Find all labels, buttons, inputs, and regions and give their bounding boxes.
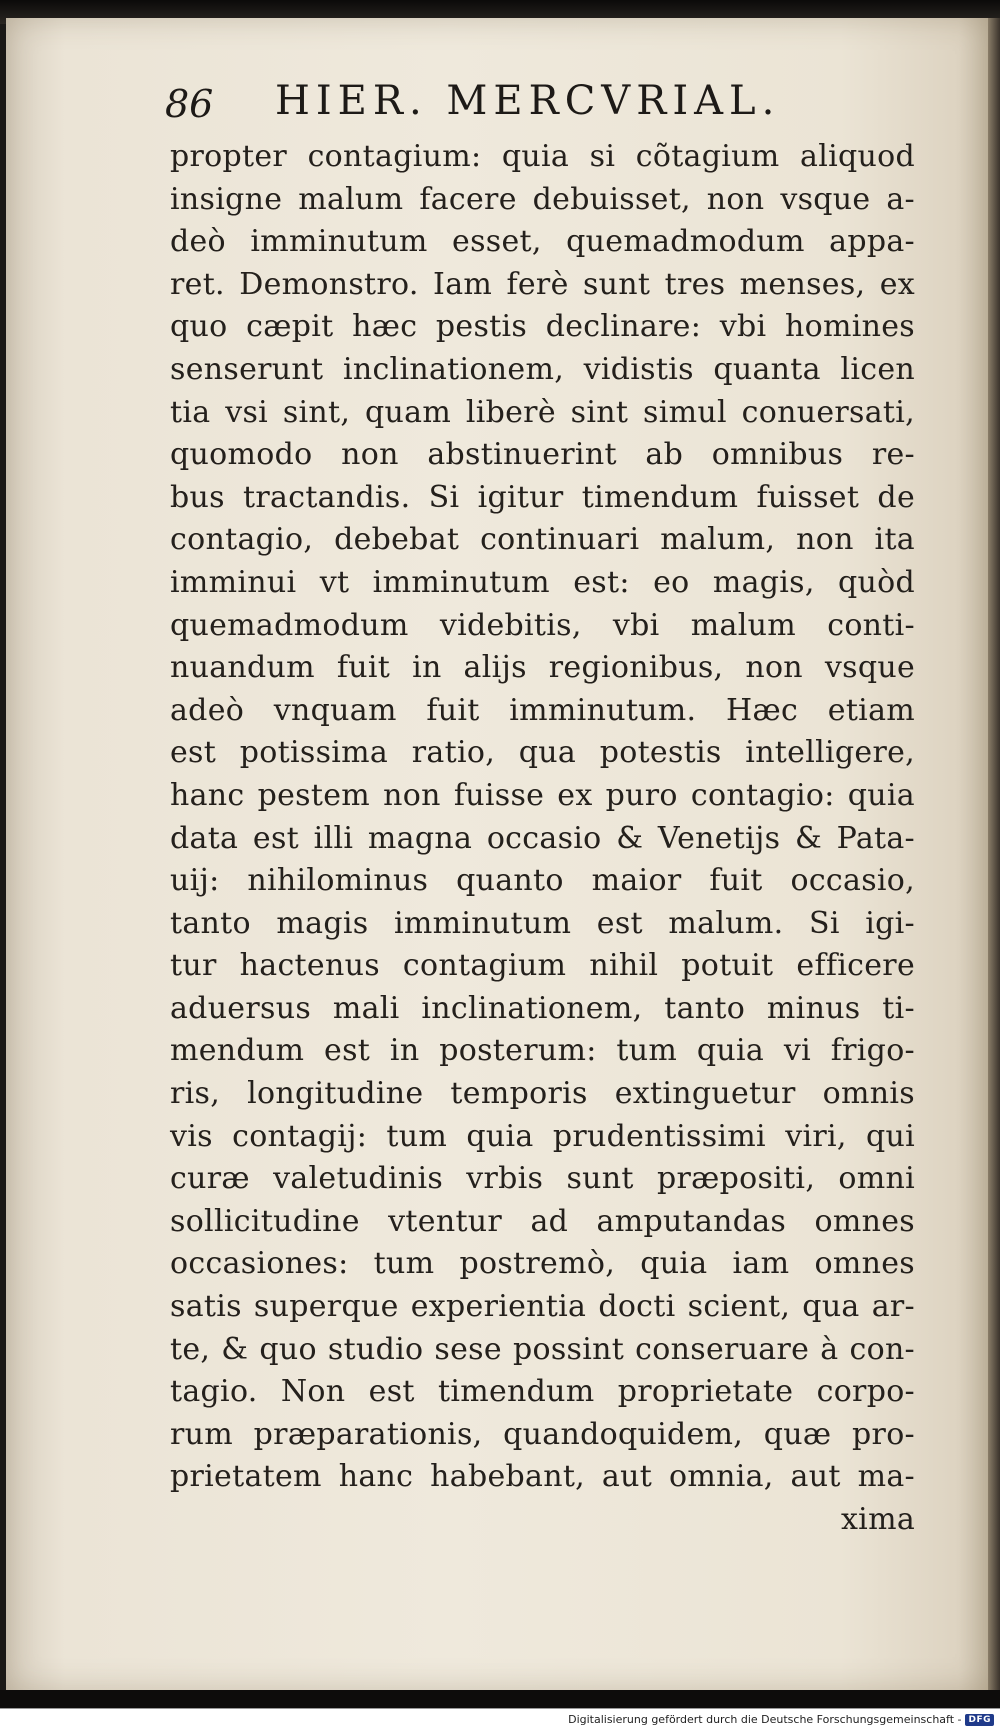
text-line: vis contagij: tum quia prudentissimi viri, qui bbox=[170, 1118, 915, 1154]
text-line: tanto magis imminutum est malum. Si igi- bbox=[170, 905, 915, 941]
text-line: nuandum fuit in alijs regionibus, non vsque bbox=[170, 650, 915, 686]
scan-bottom-band bbox=[0, 1690, 1000, 1708]
text-line: prietatem hanc habebant, aut omnia, aut ma- bbox=[170, 1459, 915, 1495]
text-line: curæ valetudinis vrbis sunt præpositi, omni bbox=[170, 1161, 915, 1197]
text-line: contagio, debebat continuari malum, non ita bbox=[170, 522, 915, 558]
page-number: 86 bbox=[165, 82, 214, 126]
text-line: rum præparationis, quandoquidem, quæ pro- bbox=[170, 1416, 915, 1452]
text-line: te, & quo studio sese possint conseruare à con- bbox=[170, 1331, 915, 1367]
text-line: ris, longitudine temporis extinguetur omnis bbox=[170, 1076, 915, 1112]
text-line: deò imminutum esset, quemadmodum appa- bbox=[170, 224, 915, 260]
text-line: mendum est in posterum: tum quia vi frigo- bbox=[170, 1033, 915, 1069]
text-line: occasiones: tum postremò, quia iam omnes bbox=[170, 1246, 915, 1282]
page-header bbox=[165, 78, 845, 128]
text-line: quomodo non abstinuerint ab omnibus re- bbox=[170, 437, 915, 473]
text-line: ret. Demonstro. Iam ferè sunt tres menses, ex bbox=[170, 266, 915, 302]
body-text bbox=[170, 136, 915, 1542]
text-line: quemadmodum videbitis, vbi malum conti- bbox=[170, 607, 915, 643]
text-line: adeò vnquam fuit imminutum. Hæc etiam bbox=[170, 692, 915, 728]
text-line: tagio. Non est timendum proprietate corpo- bbox=[170, 1374, 915, 1410]
text-line: est potissima ratio, qua potestis intelligere, bbox=[170, 735, 915, 771]
text-line: senserunt inclinationem, vidistis quanta licen bbox=[170, 351, 915, 387]
dfg-logo: DFG bbox=[965, 1714, 994, 1726]
text-line: bus tractandis. Si igitur timendum fuisset de bbox=[170, 479, 915, 515]
text-line: uij: nihilominus quanto maior fuit occasio, bbox=[170, 863, 915, 899]
text-line: sollicitudine vtentur ad amputandas omnes bbox=[170, 1203, 915, 1239]
digitization-footer bbox=[0, 1708, 1000, 1730]
catchword: xima bbox=[840, 1502, 915, 1537]
text-line: data est illi magna occasio & Venetijs & Pata- bbox=[170, 820, 915, 856]
text-line: quo cæpit hæc pestis declinare: vbi homines bbox=[170, 309, 915, 345]
text-line: satis superque experientia docti scient, qua ar- bbox=[170, 1289, 915, 1325]
text-line: propter contagium: quia si cõtagium aliquod bbox=[170, 139, 915, 174]
text-line: tur hactenus contagium nihil potuit efficere bbox=[170, 948, 915, 984]
text-line: hanc pestem non fuisse ex puro contagio: quia bbox=[170, 777, 915, 813]
text-line: tia vsi sint, quam liberè sint simul conuersati, bbox=[170, 394, 915, 430]
footer-credit: Digitalisierung gefördert durch die Deutsche Forschungsgemeinschaft - bbox=[568, 1713, 962, 1726]
running-head: HIER. MERCVRIAL. bbox=[275, 78, 781, 124]
page-edge bbox=[988, 18, 1000, 1690]
text-line: aduersus mali inclinationem, tanto minus ti- bbox=[170, 990, 915, 1026]
text-line: insigne malum facere debuisset, non vsque a- bbox=[170, 181, 915, 217]
text-line: imminui vt imminutum est: eo magis, quòd bbox=[170, 564, 915, 600]
